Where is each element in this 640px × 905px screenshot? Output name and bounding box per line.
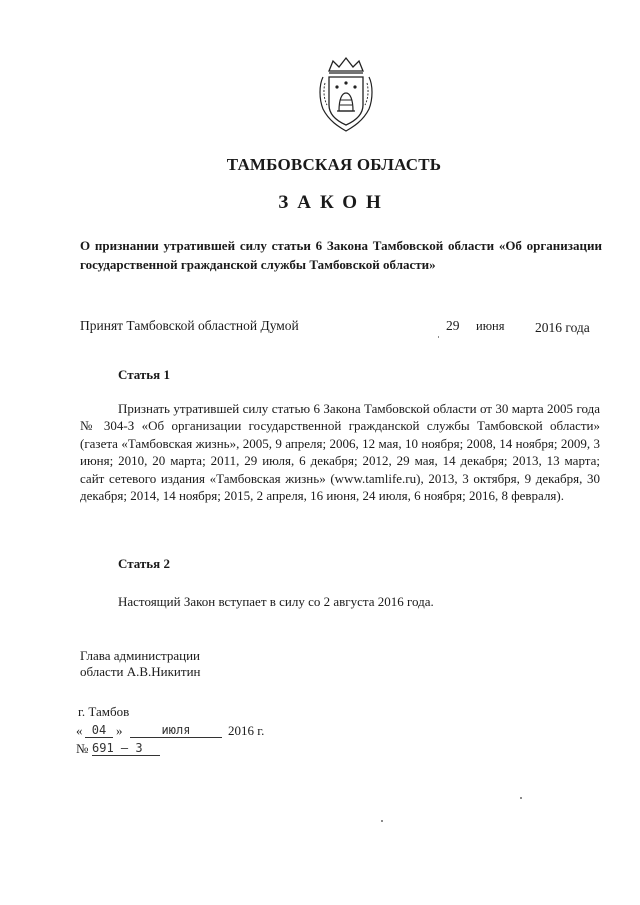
- law-title: О признании утратившей силу статьи 6 Закона Тамбовской области «Об организации государственной гражданской службы Тамбовской области»: [80, 238, 602, 272]
- number-value: 691 – 3: [92, 741, 160, 756]
- document-type: ЗАКОН: [278, 192, 390, 213]
- signing-date: [76, 723, 316, 741]
- signature-name: области А.В.Никитин: [80, 664, 201, 679]
- adopted-day: 29: [446, 318, 460, 333]
- signing-day: 04: [85, 723, 113, 738]
- article-2-text: Настоящий Закон вступает в силу со 2 августа 2016 года.: [118, 594, 434, 609]
- adopted-year: 2016 года: [535, 320, 590, 335]
- article-1-heading: Статья 1: [118, 367, 170, 382]
- scan-speck: [381, 820, 383, 822]
- signature-block: [80, 648, 200, 680]
- adoption-line: [80, 318, 600, 336]
- scan-speck: [438, 336, 439, 338]
- adopted-by: Принят Тамбовской областной Думой: [80, 318, 299, 333]
- tambov-coat-of-arms-icon: [315, 55, 377, 133]
- article-1-text: Признать утратившей силу статью 6 Закона Тамбовской области от 30 марта 2005 года № 304-З «Об организации государственной гражданской службы Тамбовской области» (газета «Тамбовская жизнь», 2005, 9 апреля; 2006, 12 мая, 10 ноября; 2008, 14 ноября; 2009, 3 июня; 2010, 20 марта; 2011, 29 июля, 6 декабря; 2012, 29 мая, 14 декабря; 2013, 13 марта; сайт сетевого издания «Тамбовская жизнь» (www.tamlife.ru), 2013, 3 октября, 9 декабря, 30 декабря; 2014, 14 ноября; 2015, 2 апреля, 16 июня, 24 июля, 6 ноября; 2016, 8 февраля).: [80, 401, 600, 504]
- region-name: ТАМБОВСКАЯ ОБЛАСТЬ: [226, 155, 442, 174]
- adopted-month: июня: [476, 319, 505, 333]
- place-of-signing: г. Тамбов: [78, 704, 130, 719]
- signing-year: 2016 г.: [228, 723, 265, 738]
- article-2-heading: Статья 2: [118, 556, 170, 571]
- quote-close: »: [116, 723, 123, 738]
- scan-speck: [520, 797, 522, 799]
- signing-month: июля: [130, 723, 222, 738]
- law-number: [76, 741, 276, 759]
- quote-open: «: [76, 723, 83, 738]
- number-prefix: №: [76, 741, 89, 756]
- signature-title: Глава администрации: [80, 648, 201, 663]
